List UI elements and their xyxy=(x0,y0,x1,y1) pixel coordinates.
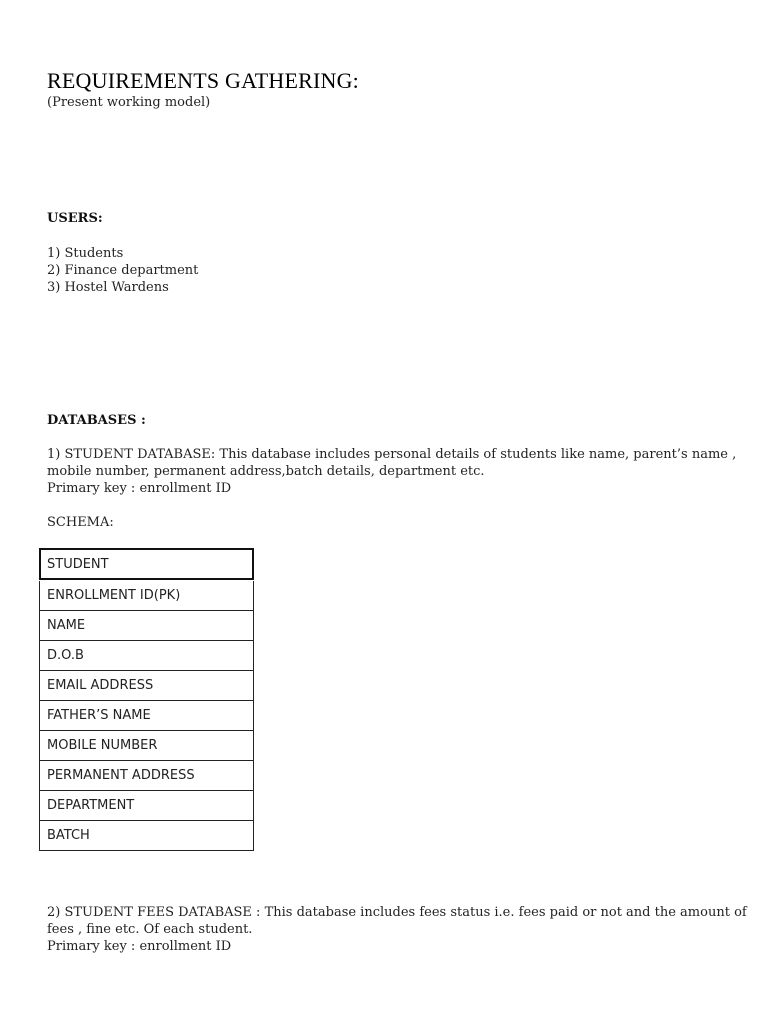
paragraph-line: 2) STUDENT FEES DATABASE : This database includes fees status i.e. fees paid or not and the amount of xyxy=(47,905,747,920)
primary-key-line: Primary key : enrollment ID xyxy=(47,481,232,496)
list-item: 3) Hostel Wardens xyxy=(47,280,169,295)
schema-field-row: PERMANENT ADDRESS xyxy=(39,761,254,791)
schema-field-row: NAME xyxy=(39,611,254,641)
schema-field-row: D.O.B xyxy=(39,641,254,671)
list-item: 1) Students xyxy=(47,246,124,261)
document-subtitle: (Present working model) xyxy=(47,95,211,110)
users-list xyxy=(47,245,198,296)
schema-table-header: STUDENT xyxy=(39,548,254,580)
databases-heading: DATABASES : xyxy=(47,413,146,428)
paragraph-line: mobile number, permanent address,batch details, department etc. xyxy=(47,464,485,479)
paragraph-line: 1) STUDENT DATABASE: This database includes personal details of students like name, parent’s name , xyxy=(47,447,737,462)
primary-key-line: Primary key : enrollment ID xyxy=(47,939,232,954)
fees-database-description xyxy=(47,904,747,955)
schema-field-row: MOBILE NUMBER xyxy=(39,731,254,761)
student-database-description xyxy=(47,446,737,497)
schema-field-row: EMAIL ADDRESS xyxy=(39,671,254,701)
schema-field-row: DEPARTMENT xyxy=(39,791,254,821)
paragraph-line: fees , fine etc. Of each student. xyxy=(47,922,253,937)
schema-field-row: ENROLLMENT ID(PK) xyxy=(39,581,254,611)
schema-field-row: FATHER’S NAME xyxy=(39,701,254,731)
student-schema-table xyxy=(39,548,254,851)
schema-field-row: BATCH xyxy=(39,821,254,851)
list-item: 2) Finance department xyxy=(47,263,199,278)
schema-label: SCHEMA: xyxy=(47,515,114,530)
document-title: REQUIREMENTS GATHERING: xyxy=(47,68,359,93)
users-heading: USERS: xyxy=(47,211,103,226)
